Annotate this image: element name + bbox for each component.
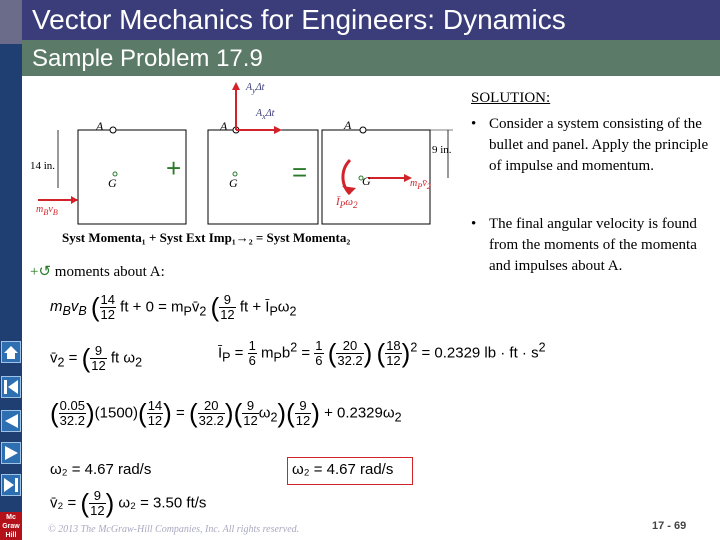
impulse-momentum-diagram <box>28 78 468 253</box>
page-number: 17 - 69 <box>652 520 687 532</box>
moment-direction-icon: +↺ <box>30 264 52 280</box>
next-icon <box>3 444 19 462</box>
last-slide-button[interactable] <box>1 474 21 496</box>
equation-moment-of-inertia: $Ī_P$ = $\frac{1}{6}$ $m_Pb^2$ = $\frac{1}{6}$ ( $\frac{20}{32.2}$ ) ( $\frac{18}{12}$ )$^2$ = 0.2329 lb · ft · $s^2$ <box>218 338 546 368</box>
final-answer-omega: ω₂ = 4.67 rad/s <box>292 461 394 478</box>
dimension-9-label: 9 in. <box>432 144 452 156</box>
label-a-3: A <box>344 118 352 132</box>
angular-arrow-head <box>342 186 356 194</box>
previous-icon <box>3 412 19 430</box>
previous-slide-button[interactable] <box>1 410 21 432</box>
pivot-a-1 <box>110 127 116 133</box>
panel-momentum-label: $m_Pv̄_2$ <box>410 178 431 191</box>
last-slide-icon <box>3 476 19 494</box>
plus-sign: + <box>166 153 182 183</box>
slide-title: Vector Mechanics for Engineers: Dynamics <box>22 0 720 40</box>
solution-bullet-1: • Consider a system consisting of the bullet and panel. Apply the principle of impulse and momentum. <box>471 116 709 174</box>
bullet-arrow-head <box>71 196 78 204</box>
label-g-3: G <box>362 174 371 188</box>
edition-badge <box>0 0 22 44</box>
impulse-x-label: $A_x\Delta t$ <box>256 108 275 121</box>
moments-label: +↺ moments about A: <box>30 264 165 280</box>
bullet-momentum-label: $m_Bv_B$ <box>36 204 58 217</box>
equation-substituted: ( $\frac{0.05}{32.2}$ )(1500)( $\frac{14}{12}$ ) = ( $\frac{20}{32.2}$ )( $\frac{9}{12}$ $\omega_2$)( $\frac{9}{12}$ ) + $0.2329\omega_2$ <box>50 398 402 428</box>
next-slide-button[interactable] <box>1 442 21 464</box>
first-slide-icon <box>3 378 19 396</box>
label-a-2: A <box>220 119 228 133</box>
publisher-logo: Mc Graw Hill <box>0 512 22 540</box>
label-a-1: A <box>96 119 104 133</box>
impulse-y-arrow-head <box>232 82 240 90</box>
copyright-notice: © 2013 The McGraw-Hill Companies, Inc. All rights reserved. <box>48 524 300 535</box>
first-slide-button[interactable] <box>1 376 21 398</box>
equals-sign: = <box>292 157 308 187</box>
solution-heading: SOLUTION: <box>471 90 551 106</box>
slide-subtitle: Sample Problem 17.9 <box>22 40 720 76</box>
solution-bullet-2: • The final angular velocity is found from the moments of the momenta and impulses about A. <box>471 216 697 274</box>
impulse-x-arrow-head <box>274 126 282 134</box>
home-button[interactable] <box>1 341 21 363</box>
pivot-a-3 <box>360 127 366 133</box>
equation-v2: $v̄_2$ = ( $\frac{9}{12}$ ft $\omega_2$ <box>50 343 143 373</box>
equation-omega-result: ω₂ = 4.67 rad/s <box>50 461 152 478</box>
equation-moment-balance: $m_Bv_B$ ( $\frac{14}{12}$ ft + $0 = m_Pv̄_2$ ( $\frac{9}{12}$ ft + $Ī_P\omega_2$ <box>50 292 297 322</box>
label-g-1: G <box>108 176 117 190</box>
angular-momentum-label: $Ī_P\omega_2$ <box>336 196 358 211</box>
diagram-caption: Syst Momenta₁ + Syst Ext Imp₁→₂ = Syst Momenta₂ <box>62 230 351 245</box>
equation-velocity-result: v̄₂ = ( $\frac{9}{12}$ ) ω₂ = 3.50 ft/s <box>50 488 207 518</box>
dimension-14-label: 14 in. <box>30 160 56 172</box>
impulse-y-label: $A_y\Delta t$ <box>246 82 265 95</box>
home-icon <box>3 343 19 361</box>
label-g-2: G <box>229 176 238 190</box>
